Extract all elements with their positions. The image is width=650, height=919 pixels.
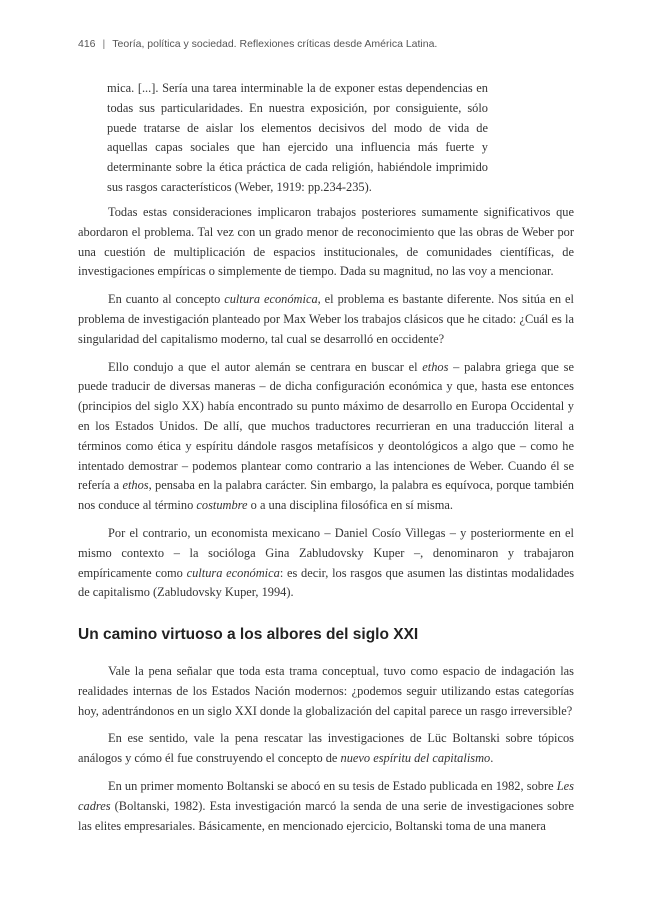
running-header bbox=[78, 38, 598, 50]
text-run: . bbox=[490, 751, 494, 766]
text-run: : es decir, los rasgos que asumen las distintas modalidades de capitalismo (Zabludovsky Kuper, 1994). bbox=[78, 565, 575, 600]
paragraph: Vale la pena señalar que toda esta trama conceptual, tuvo como espacio de indagación las realidades internas de los Estados Nación modernos: ¿podemos seguir utilizando estas categorías hoy, adentrándonos en un siglo XXI donde la globalización del capital parece un rasgo irreversible? bbox=[78, 664, 574, 718]
italic-term: cultura económica bbox=[224, 292, 318, 307]
body-text bbox=[78, 203, 574, 611]
paragraph bbox=[78, 358, 574, 516]
text-run: , el problema es bastante diferente. Nos sitúa en el problema de investigación planteado por Max Weber los trabajos clásicos que he citado: ¿Cuál es la singularidad del capitalismo moderno, tal cual se desarrolló en occidente? bbox=[78, 292, 574, 346]
italic-term: ethos bbox=[122, 478, 149, 493]
text-run: – palabra griega que se puede traducir de diversas maneras – de dicha configuración económica y que, hasta ese entonces (principios del siglo XX) había encontrado su punto máximo de desarrollo en Europa Occidental y en los Estados Unidos. De allí, que muchos traductores recurrieran en una traducción literal a términos como ética y espíritu dándole rasgos metafísicos y deontológicos a algo que – como he intentado demostrar – podemos plantear como contrario a las intenciones de Weber. Cuando él se refería a bbox=[78, 359, 574, 493]
block-quote bbox=[107, 79, 488, 198]
section-body-text bbox=[78, 662, 574, 844]
quote-text: mica. [...]. Sería una tarea interminable la de exponer estas dependencias en todas sus particularidades. En nuestra exposición, por consiguiente, sólo puede tratarse de aislar los elementos decisivos del modo de vida de aquellas capas sociales que han ejercido una influencia más fuerte y determinante sobre la ética práctica de cada religión, habiéndole imprimido sus rasgos característicos (Weber, 1919: pp.234-235). bbox=[107, 81, 488, 194]
paragraph bbox=[78, 290, 574, 349]
paragraph bbox=[78, 777, 574, 836]
paragraph bbox=[78, 524, 574, 603]
paragraph: Todas estas consideraciones implicaron trabajos posteriores sumamente significativos que abordaron el problema. Tal vez con un grado menor de reconocimiento que las obras de Weber por una cuestión de multiplicación de espacios institucionales, de comunidades científicas, de investigaciones empíricas o simplemente de tiempo. Dada su magnitud, no las voy a mencionar. bbox=[78, 205, 574, 279]
header-separator: | bbox=[102, 38, 106, 50]
text-run: (Boltanski, 1982). Esta investigación marcó la senda de una serie de investigaciones sobre las elites empresariales. Básicamente, en mencionado ejercicio, Boltanski toma de una manera bbox=[78, 798, 574, 833]
italic-term: ethos bbox=[422, 359, 449, 374]
text-run: Ello condujo a que el autor alemán se centrara en buscar el bbox=[108, 359, 423, 374]
paragraph bbox=[78, 729, 574, 769]
italic-term: nuevo espíritu del capitalismo bbox=[340, 751, 491, 766]
italic-term: costumbre bbox=[196, 498, 248, 513]
section-heading: Un camino virtuoso a los albores del siglo XXI bbox=[78, 626, 419, 643]
text-run: Por el contrario, un economista mexicano – Daniel Cosío Villegas – y posteriormente en el mismo contexto – la socióloga Gina Zabludovsky Kuper –, denominaron y trabajaron empíricamente como bbox=[78, 525, 574, 580]
text-run: En cuanto al concepto bbox=[108, 292, 225, 307]
page-number: 416 bbox=[78, 38, 96, 50]
running-title: Teoría, política y sociedad. Reflexiones críticas desde América Latina. bbox=[112, 38, 438, 50]
text-run: o a una disciplina filosófica en sí misma. bbox=[247, 498, 453, 513]
text-run: En un primer momento Boltanski se abocó en su tesis de Estado publicada en 1982, sobre bbox=[108, 778, 557, 793]
italic-term: Les cadres bbox=[78, 778, 574, 813]
italic-term: cultura económica bbox=[186, 565, 280, 580]
text-run: En ese sentido, vale la pena rescatar las investigaciones de Lüc Boltanski sobre tópicos análogos y cómo él fue construyendo el concepto de bbox=[78, 731, 574, 766]
text-run: , pensaba en la palabra carácter. Sin embargo, la palabra es equívoca, porque también nos conduce al término bbox=[78, 478, 575, 513]
